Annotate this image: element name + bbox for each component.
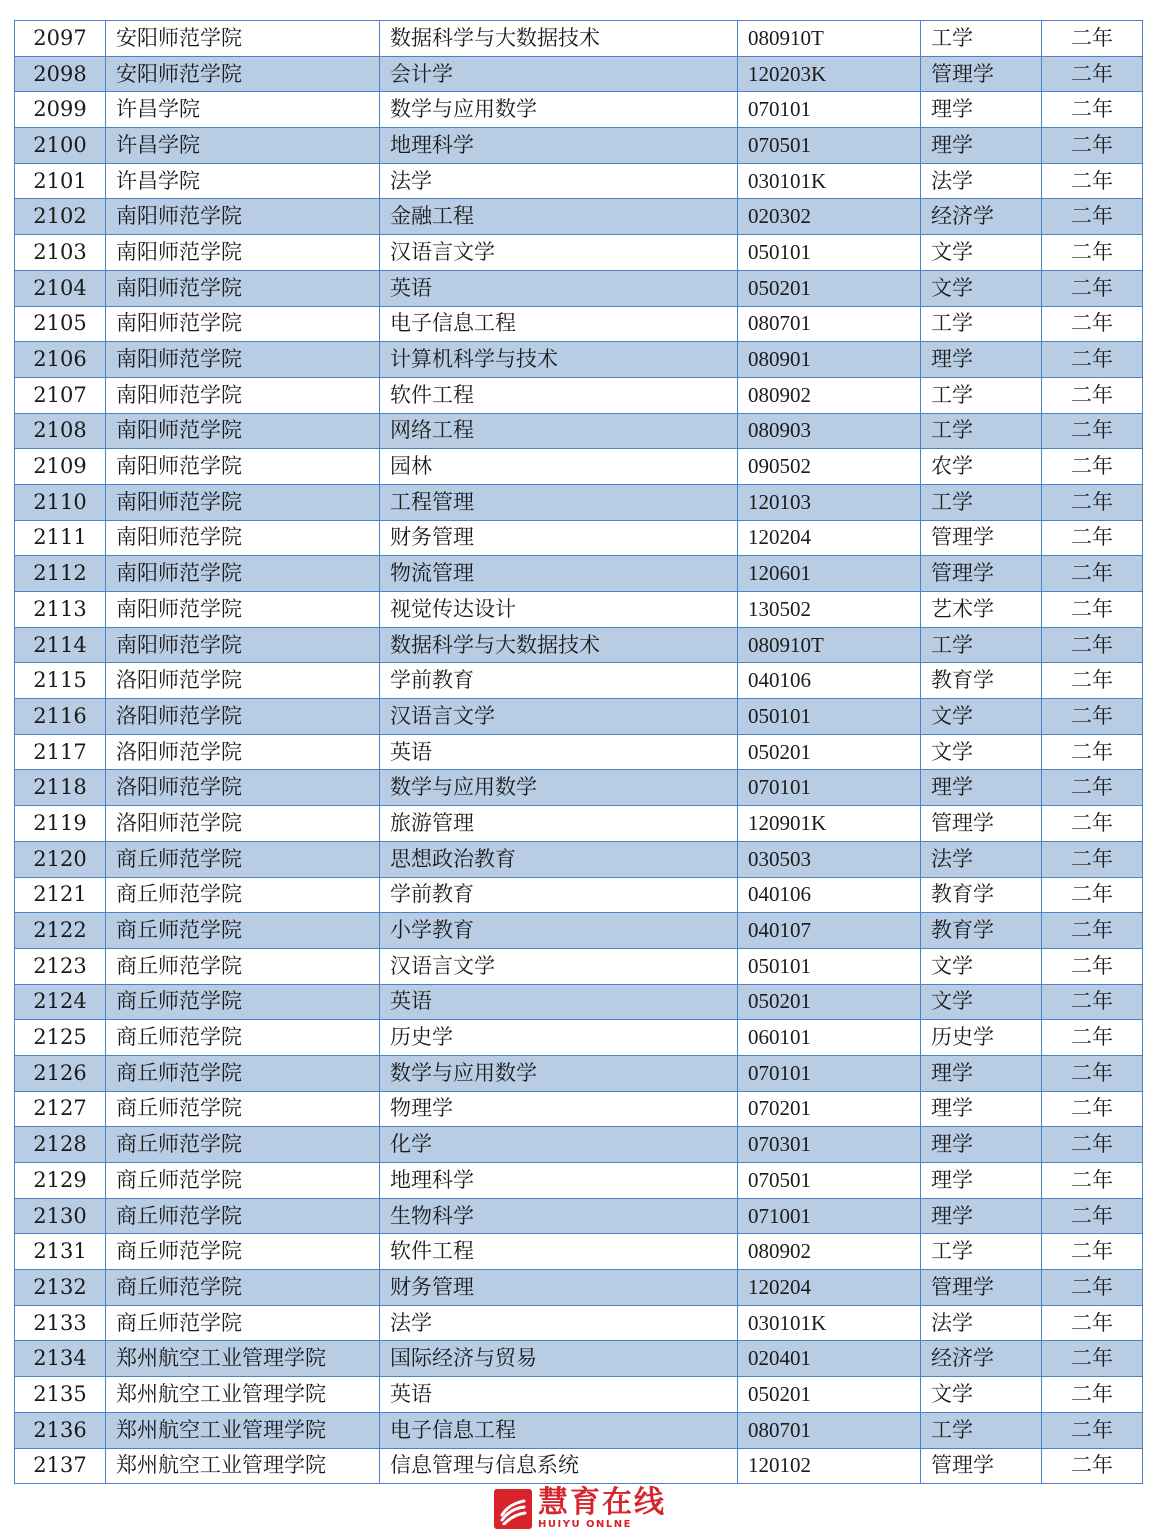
table-row — [15, 1341, 1143, 1377]
table-row — [15, 663, 1143, 699]
cell-number: 2134 — [15, 1341, 106, 1377]
table-row — [15, 1412, 1143, 1448]
cell-school: 安阳师范学院 — [106, 56, 380, 92]
table-row — [15, 734, 1143, 770]
cell-school: 洛阳师范学院 — [106, 770, 380, 806]
cell-category: 工学 — [921, 21, 1042, 57]
cell-school: 商丘师范学院 — [106, 1234, 380, 1270]
cell-major: 法学 — [380, 1305, 738, 1341]
cell-school: 南阳师范学院 — [106, 342, 380, 378]
cell-code: 070501 — [738, 128, 921, 164]
cell-school: 南阳师范学院 — [106, 306, 380, 342]
cell-code: 070101 — [738, 770, 921, 806]
cell-category: 文学 — [921, 984, 1042, 1020]
table-row — [15, 377, 1143, 413]
cell-duration: 二年 — [1042, 1341, 1143, 1377]
cell-major: 历史学 — [380, 1020, 738, 1056]
cell-category: 法学 — [921, 841, 1042, 877]
cell-duration: 二年 — [1042, 449, 1143, 485]
table-row — [15, 1091, 1143, 1127]
cell-category: 工学 — [921, 1412, 1042, 1448]
cell-code: 080701 — [738, 1412, 921, 1448]
cell-code: 050101 — [738, 699, 921, 735]
cell-school: 许昌学院 — [106, 128, 380, 164]
cell-number: 2109 — [15, 449, 106, 485]
cell-category: 管理学 — [921, 806, 1042, 842]
cell-code: 071001 — [738, 1198, 921, 1234]
cell-major: 数学与应用数学 — [380, 92, 738, 128]
cell-code: 120204 — [738, 1270, 921, 1306]
cell-number: 2102 — [15, 199, 106, 235]
table-row — [15, 627, 1143, 663]
cell-major: 地理科学 — [380, 128, 738, 164]
cell-number: 2136 — [15, 1412, 106, 1448]
cell-school: 南阳师范学院 — [106, 449, 380, 485]
cell-major: 汉语言文学 — [380, 948, 738, 984]
cell-duration: 二年 — [1042, 770, 1143, 806]
cell-number: 2114 — [15, 627, 106, 663]
cell-code: 070301 — [738, 1127, 921, 1163]
cell-number: 2119 — [15, 806, 106, 842]
table-row — [15, 413, 1143, 449]
cell-school: 安阳师范学院 — [106, 21, 380, 57]
cell-school: 洛阳师范学院 — [106, 734, 380, 770]
cell-duration: 二年 — [1042, 1412, 1143, 1448]
cell-major: 法学 — [380, 163, 738, 199]
cell-school: 郑州航空工业管理学院 — [106, 1341, 380, 1377]
cell-major: 汉语言文学 — [380, 699, 738, 735]
cell-duration: 二年 — [1042, 1198, 1143, 1234]
cell-major: 英语 — [380, 1377, 738, 1413]
table-row — [15, 484, 1143, 520]
cell-number: 2137 — [15, 1448, 106, 1484]
cell-major: 金融工程 — [380, 199, 738, 235]
cell-category: 文学 — [921, 270, 1042, 306]
cell-code: 070201 — [738, 1091, 921, 1127]
cell-duration: 二年 — [1042, 270, 1143, 306]
cell-duration: 二年 — [1042, 1377, 1143, 1413]
cell-major: 软件工程 — [380, 1234, 738, 1270]
cell-major: 工程管理 — [380, 484, 738, 520]
cell-major: 小学教育 — [380, 913, 738, 949]
cell-category: 工学 — [921, 306, 1042, 342]
cell-school: 洛阳师范学院 — [106, 699, 380, 735]
cell-number: 2097 — [15, 21, 106, 57]
cell-school: 洛阳师范学院 — [106, 806, 380, 842]
cell-category: 农学 — [921, 449, 1042, 485]
cell-category: 经济学 — [921, 1341, 1042, 1377]
cell-duration: 二年 — [1042, 128, 1143, 164]
cell-major: 网络工程 — [380, 413, 738, 449]
cell-duration: 二年 — [1042, 484, 1143, 520]
cell-major: 旅游管理 — [380, 806, 738, 842]
cell-code: 080701 — [738, 306, 921, 342]
cell-category: 管理学 — [921, 1270, 1042, 1306]
cell-number: 2105 — [15, 306, 106, 342]
cell-school: 南阳师范学院 — [106, 592, 380, 628]
cell-major: 化学 — [380, 1127, 738, 1163]
table-row — [15, 1305, 1143, 1341]
cell-duration: 二年 — [1042, 877, 1143, 913]
cell-number: 2107 — [15, 377, 106, 413]
cell-number: 2112 — [15, 556, 106, 592]
cell-category: 理学 — [921, 1163, 1042, 1199]
cell-code: 020302 — [738, 199, 921, 235]
cell-number: 2125 — [15, 1020, 106, 1056]
cell-school: 南阳师范学院 — [106, 484, 380, 520]
cell-code: 050201 — [738, 984, 921, 1020]
cell-duration: 二年 — [1042, 592, 1143, 628]
cell-major: 财务管理 — [380, 1270, 738, 1306]
table-row — [15, 1270, 1143, 1306]
cell-category: 工学 — [921, 377, 1042, 413]
logo-english-text: HUIYU ONLNE — [538, 1519, 632, 1530]
cell-number: 2118 — [15, 770, 106, 806]
cell-code: 120102 — [738, 1448, 921, 1484]
cell-number: 2100 — [15, 128, 106, 164]
cell-school: 南阳师范学院 — [106, 377, 380, 413]
cell-school: 商丘师范学院 — [106, 1055, 380, 1091]
cell-duration: 二年 — [1042, 627, 1143, 663]
cell-school: 商丘师范学院 — [106, 1091, 380, 1127]
cell-category: 理学 — [921, 342, 1042, 378]
table-row — [15, 235, 1143, 271]
cell-code: 120901K — [738, 806, 921, 842]
cell-major: 英语 — [380, 270, 738, 306]
table-row — [15, 56, 1143, 92]
cell-major: 软件工程 — [380, 377, 738, 413]
cell-category: 文学 — [921, 734, 1042, 770]
cell-category: 文学 — [921, 1377, 1042, 1413]
cell-duration: 二年 — [1042, 913, 1143, 949]
cell-code: 030503 — [738, 841, 921, 877]
table-row — [15, 1377, 1143, 1413]
cell-code: 120204 — [738, 520, 921, 556]
cell-duration: 二年 — [1042, 556, 1143, 592]
majors-table-container — [14, 20, 1142, 1484]
cell-code: 050201 — [738, 1377, 921, 1413]
cell-duration: 二年 — [1042, 520, 1143, 556]
huiyu-logo-icon — [494, 1489, 532, 1529]
cell-school: 郑州航空工业管理学院 — [106, 1412, 380, 1448]
cell-duration: 二年 — [1042, 199, 1143, 235]
cell-category: 工学 — [921, 413, 1042, 449]
cell-category: 法学 — [921, 163, 1042, 199]
table-row — [15, 770, 1143, 806]
table-row — [15, 21, 1143, 57]
table-row — [15, 1163, 1143, 1199]
table-row — [15, 1020, 1143, 1056]
cell-code: 040106 — [738, 663, 921, 699]
cell-duration: 二年 — [1042, 734, 1143, 770]
cell-number: 2133 — [15, 1305, 106, 1341]
cell-duration: 二年 — [1042, 1234, 1143, 1270]
table-row — [15, 92, 1143, 128]
cell-school: 商丘师范学院 — [106, 948, 380, 984]
cell-code: 050101 — [738, 235, 921, 271]
cell-duration: 二年 — [1042, 663, 1143, 699]
cell-category: 理学 — [921, 128, 1042, 164]
cell-school: 南阳师范学院 — [106, 235, 380, 271]
cell-number: 2106 — [15, 342, 106, 378]
table-row — [15, 342, 1143, 378]
cell-category: 理学 — [921, 92, 1042, 128]
cell-code: 050201 — [738, 270, 921, 306]
cell-duration: 二年 — [1042, 984, 1143, 1020]
cell-code: 120203K — [738, 56, 921, 92]
cell-category: 工学 — [921, 627, 1042, 663]
cell-duration: 二年 — [1042, 1055, 1143, 1091]
cell-duration: 二年 — [1042, 92, 1143, 128]
cell-code: 080902 — [738, 1234, 921, 1270]
cell-school: 郑州航空工业管理学院 — [106, 1377, 380, 1413]
cell-duration: 二年 — [1042, 342, 1143, 378]
cell-code: 080910T — [738, 21, 921, 57]
cell-school: 商丘师范学院 — [106, 1305, 380, 1341]
cell-category: 经济学 — [921, 199, 1042, 235]
cell-number: 2113 — [15, 592, 106, 628]
cell-category: 工学 — [921, 1234, 1042, 1270]
cell-category: 文学 — [921, 699, 1042, 735]
cell-code: 080910T — [738, 627, 921, 663]
cell-school: 商丘师范学院 — [106, 1163, 380, 1199]
cell-duration: 二年 — [1042, 235, 1143, 271]
cell-code: 070101 — [738, 1055, 921, 1091]
cell-code: 120103 — [738, 484, 921, 520]
table-row — [15, 449, 1143, 485]
table-row — [15, 913, 1143, 949]
cell-duration: 二年 — [1042, 413, 1143, 449]
table-row — [15, 1198, 1143, 1234]
cell-number: 2127 — [15, 1091, 106, 1127]
table-row — [15, 592, 1143, 628]
cell-school: 南阳师范学院 — [106, 556, 380, 592]
table-row — [15, 306, 1143, 342]
cell-category: 理学 — [921, 1055, 1042, 1091]
cell-category: 管理学 — [921, 56, 1042, 92]
cell-code: 050201 — [738, 734, 921, 770]
cell-major: 数据科学与大数据技术 — [380, 627, 738, 663]
cell-category: 理学 — [921, 770, 1042, 806]
cell-number: 2104 — [15, 270, 106, 306]
cell-duration: 二年 — [1042, 1305, 1143, 1341]
cell-major: 视觉传达设计 — [380, 592, 738, 628]
cell-duration: 二年 — [1042, 1270, 1143, 1306]
cell-number: 2120 — [15, 841, 106, 877]
cell-code: 040106 — [738, 877, 921, 913]
cell-duration: 二年 — [1042, 306, 1143, 342]
cell-school: 商丘师范学院 — [106, 913, 380, 949]
cell-category: 教育学 — [921, 877, 1042, 913]
cell-school: 南阳师范学院 — [106, 199, 380, 235]
table-row — [15, 163, 1143, 199]
cell-number: 2130 — [15, 1198, 106, 1234]
cell-code: 070501 — [738, 1163, 921, 1199]
cell-major: 电子信息工程 — [380, 1412, 738, 1448]
cell-code: 080901 — [738, 342, 921, 378]
cell-major: 学前教育 — [380, 877, 738, 913]
cell-duration: 二年 — [1042, 806, 1143, 842]
majors-table — [14, 20, 1143, 1484]
cell-category: 管理学 — [921, 1448, 1042, 1484]
cell-code: 120601 — [738, 556, 921, 592]
cell-duration: 二年 — [1042, 1091, 1143, 1127]
cell-number: 2111 — [15, 520, 106, 556]
cell-duration: 二年 — [1042, 948, 1143, 984]
table-row — [15, 520, 1143, 556]
cell-school: 南阳师范学院 — [106, 413, 380, 449]
cell-category: 教育学 — [921, 663, 1042, 699]
table-row — [15, 556, 1143, 592]
cell-number: 2131 — [15, 1234, 106, 1270]
cell-code: 130502 — [738, 592, 921, 628]
logo-text — [538, 1485, 666, 1530]
cell-duration: 二年 — [1042, 841, 1143, 877]
cell-code: 080903 — [738, 413, 921, 449]
table-body — [15, 21, 1143, 1484]
cell-number: 2122 — [15, 913, 106, 949]
cell-category: 法学 — [921, 1305, 1042, 1341]
cell-school: 商丘师范学院 — [106, 1127, 380, 1163]
table-row — [15, 806, 1143, 842]
cell-code: 080902 — [738, 377, 921, 413]
cell-major: 会计学 — [380, 56, 738, 92]
cell-duration: 二年 — [1042, 56, 1143, 92]
cell-major: 学前教育 — [380, 663, 738, 699]
cell-code: 090502 — [738, 449, 921, 485]
cell-category: 工学 — [921, 484, 1042, 520]
table-row — [15, 1448, 1143, 1484]
cell-major: 思想政治教育 — [380, 841, 738, 877]
cell-number: 2121 — [15, 877, 106, 913]
cell-major: 生物科学 — [380, 1198, 738, 1234]
cell-major: 物理学 — [380, 1091, 738, 1127]
cell-major: 财务管理 — [380, 520, 738, 556]
table-row — [15, 199, 1143, 235]
cell-number: 2132 — [15, 1270, 106, 1306]
table-row — [15, 1127, 1143, 1163]
cell-number: 2110 — [15, 484, 106, 520]
cell-code: 070101 — [738, 92, 921, 128]
cell-number: 2101 — [15, 163, 106, 199]
cell-school: 商丘师范学院 — [106, 984, 380, 1020]
cell-category: 管理学 — [921, 520, 1042, 556]
table-row — [15, 699, 1143, 735]
cell-number: 2128 — [15, 1127, 106, 1163]
cell-category: 历史学 — [921, 1020, 1042, 1056]
cell-school: 洛阳师范学院 — [106, 663, 380, 699]
cell-duration: 二年 — [1042, 1020, 1143, 1056]
cell-duration: 二年 — [1042, 699, 1143, 735]
cell-code: 040107 — [738, 913, 921, 949]
cell-major: 国际经济与贸易 — [380, 1341, 738, 1377]
table-row — [15, 1055, 1143, 1091]
cell-number: 2123 — [15, 948, 106, 984]
cell-number: 2129 — [15, 1163, 106, 1199]
cell-major: 英语 — [380, 984, 738, 1020]
cell-category: 文学 — [921, 235, 1042, 271]
table-row — [15, 270, 1143, 306]
table-row — [15, 128, 1143, 164]
cell-category: 理学 — [921, 1091, 1042, 1127]
cell-number: 2135 — [15, 1377, 106, 1413]
cell-school: 南阳师范学院 — [106, 627, 380, 663]
cell-major: 电子信息工程 — [380, 306, 738, 342]
cell-school: 许昌学院 — [106, 92, 380, 128]
cell-school: 南阳师范学院 — [106, 520, 380, 556]
cell-number: 2099 — [15, 92, 106, 128]
cell-major: 数学与应用数学 — [380, 1055, 738, 1091]
table-row — [15, 877, 1143, 913]
cell-school: 商丘师范学院 — [106, 1020, 380, 1056]
table-row — [15, 841, 1143, 877]
cell-school: 商丘师范学院 — [106, 1270, 380, 1306]
cell-duration: 二年 — [1042, 377, 1143, 413]
cell-category: 教育学 — [921, 913, 1042, 949]
cell-school: 许昌学院 — [106, 163, 380, 199]
cell-major: 计算机科学与技术 — [380, 342, 738, 378]
cell-code: 030101K — [738, 1305, 921, 1341]
cell-major: 信息管理与信息系统 — [380, 1448, 738, 1484]
cell-category: 理学 — [921, 1127, 1042, 1163]
table-row — [15, 948, 1143, 984]
logo-chinese-text: 慧育在线 — [538, 1485, 666, 1520]
cell-school: 商丘师范学院 — [106, 1198, 380, 1234]
cell-number: 2117 — [15, 734, 106, 770]
cell-code: 050101 — [738, 948, 921, 984]
cell-major: 数学与应用数学 — [380, 770, 738, 806]
cell-major: 汉语言文学 — [380, 235, 738, 271]
cell-code: 020401 — [738, 1341, 921, 1377]
cell-major: 数据科学与大数据技术 — [380, 21, 738, 57]
cell-major: 园林 — [380, 449, 738, 485]
cell-major: 地理科学 — [380, 1163, 738, 1199]
cell-category: 艺术学 — [921, 592, 1042, 628]
cell-number: 2116 — [15, 699, 106, 735]
cell-code: 030101K — [738, 163, 921, 199]
cell-major: 英语 — [380, 734, 738, 770]
cell-number: 2126 — [15, 1055, 106, 1091]
cell-number: 2108 — [15, 413, 106, 449]
cell-category: 管理学 — [921, 556, 1042, 592]
cell-category: 文学 — [921, 948, 1042, 984]
table-row — [15, 1234, 1143, 1270]
cell-school: 商丘师范学院 — [106, 841, 380, 877]
cell-duration: 二年 — [1042, 163, 1143, 199]
cell-number: 2115 — [15, 663, 106, 699]
cell-number: 2098 — [15, 56, 106, 92]
cell-school: 南阳师范学院 — [106, 270, 380, 306]
cell-school: 商丘师范学院 — [106, 877, 380, 913]
cell-duration: 二年 — [1042, 1448, 1143, 1484]
cell-number: 2124 — [15, 984, 106, 1020]
cell-category: 理学 — [921, 1198, 1042, 1234]
cell-major: 物流管理 — [380, 556, 738, 592]
cell-school: 郑州航空工业管理学院 — [106, 1448, 380, 1484]
cell-duration: 二年 — [1042, 21, 1143, 57]
cell-duration: 二年 — [1042, 1163, 1143, 1199]
brand-logo — [494, 1485, 666, 1530]
cell-duration: 二年 — [1042, 1127, 1143, 1163]
footer — [0, 1486, 1160, 1532]
cell-code: 060101 — [738, 1020, 921, 1056]
table-row — [15, 984, 1143, 1020]
cell-number: 2103 — [15, 235, 106, 271]
